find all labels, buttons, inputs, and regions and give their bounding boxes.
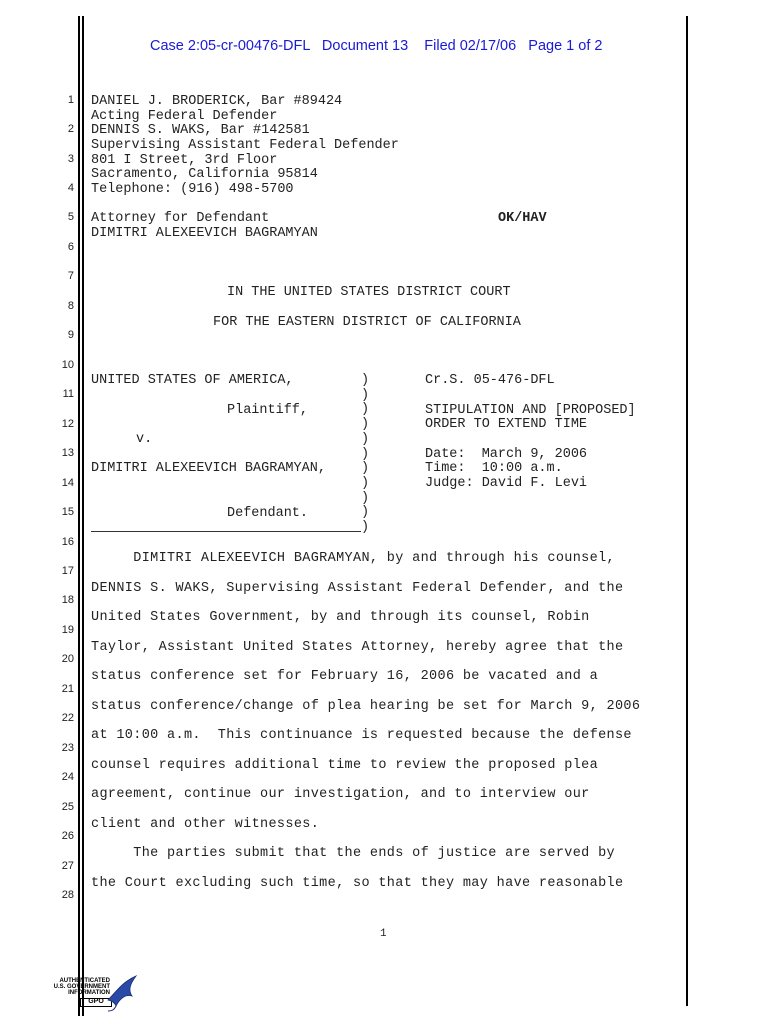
left-margin-rule-inner — [82, 16, 84, 1016]
counsel-name-1: DANIEL J. BRODERICK, Bar #89424 — [91, 94, 343, 109]
body-line: The parties submit that the ends of justice are served by — [91, 846, 615, 861]
eagle-icon — [102, 970, 142, 1012]
body-line: United States Government, by and through its counsel, Robin — [91, 610, 590, 625]
counsel-address-2: Sacramento, California 95814 — [91, 167, 318, 182]
page-number: 1 — [380, 928, 387, 940]
caption-paren: ) — [361, 475, 370, 491]
caption-paren: ) — [361, 461, 370, 477]
body-line: Taylor, Assistant United States Attorney, hereby agree that the — [91, 639, 624, 655]
body-line: DENNIS S. WAKS, Supervising Assistant Federal Defender, and the — [91, 580, 624, 596]
body-line: at 10:00 a.m. This continuance is requested because the defense — [91, 728, 632, 743]
line-number: 26 — [61, 830, 74, 842]
body-line: status conference/change of plea hearing be set for March 9, 2006 — [91, 698, 641, 714]
case-number: Cr.S. 05-476-DFL — [425, 373, 555, 388]
caption-paren: ) — [361, 373, 370, 388]
caption-paren: ) — [361, 417, 370, 433]
caption-plaintiff-role: Plaintiff, — [227, 403, 309, 418]
counsel-address-1: 801 I Street, 3rd Floor — [91, 153, 278, 168]
document-title-2: ORDER TO EXTEND TIME — [425, 417, 588, 432]
line-number: 15 — [61, 506, 74, 518]
document-title-1: STIPULATION AND [PROPOSED] — [425, 403, 636, 418]
counsel-title-2: Supervising Assistant Federal Defender — [91, 138, 399, 153]
line-number: 12 — [61, 418, 74, 430]
line-number: 2 — [67, 123, 74, 135]
hearing-time: Time: 10:00 a.m. — [425, 461, 563, 476]
body-line: status conference set for February 16, 2006 be vacated and a — [91, 669, 599, 684]
line-number: 1 — [67, 94, 74, 106]
body-line: agreement, continue our investigation, and to interview our — [91, 787, 590, 802]
counsel-name-2: DENNIS S. WAKS, Bar #142581 — [91, 123, 310, 138]
court-district: FOR THE EASTERN DISTRICT OF CALIFORNIA — [213, 315, 521, 330]
caption-paren: ) — [361, 446, 370, 462]
hearing-date: Date: March 9, 2006 — [425, 447, 588, 462]
line-number: 24 — [61, 771, 74, 783]
caption-underline — [91, 531, 361, 532]
caption-paren: ) — [361, 431, 370, 447]
line-number: 28 — [61, 889, 74, 901]
line-number: 9 — [67, 329, 74, 341]
case-header: Case 2:05-cr-00476-DFL Document 13 Filed 02/17/06 Page 1 of 2 — [150, 38, 603, 54]
left-margin-rule-outer — [78, 16, 80, 1016]
line-number: 11 — [62, 388, 74, 400]
line-number: 10 — [61, 359, 74, 371]
caption-plaintiff: UNITED STATES OF AMERICA, — [91, 373, 294, 388]
caption-defendant: DIMITRI ALEXEEVICH BAGRAMYAN, — [91, 461, 326, 476]
line-number: 13 — [61, 447, 74, 459]
caption-paren: ) — [361, 402, 370, 418]
line-number: 7 — [67, 270, 74, 282]
caption-versus: v. — [136, 432, 153, 447]
line-number: 16 — [61, 536, 74, 548]
court-title: IN THE UNITED STATES DISTRICT COURT — [227, 285, 511, 300]
hearing-judge: Judge: David F. Levi — [425, 476, 588, 491]
line-number: 4 — [67, 182, 74, 194]
attorney-for-label: Attorney for Defendant — [91, 211, 270, 226]
line-number: 5 — [67, 211, 74, 223]
gpo-authentication-logo — [40, 970, 140, 1012]
line-number: 17 — [61, 565, 74, 577]
caption-paren: ) — [361, 490, 370, 506]
gpo-label-1: AUTHENTICATED — [59, 978, 110, 984]
line-number: 20 — [61, 653, 74, 665]
defendant-name: DIMITRI ALEXEEVICH BAGRAMYAN — [91, 226, 318, 241]
caption-defendant-role: Defendant. — [227, 506, 309, 521]
counsel-telephone: Telephone: (916) 498-5700 — [91, 182, 294, 197]
gpo-label-3: INFORMATION — [68, 990, 110, 996]
counsel-title-1: Acting Federal Defender — [91, 109, 278, 124]
caption-paren: ) — [361, 520, 370, 535]
right-margin-rule — [686, 16, 688, 1006]
line-number: 21 — [61, 683, 74, 695]
line-number: 3 — [67, 153, 74, 165]
body-line: DIMITRI ALEXEEVICH BAGRAMYAN, by and through his counsel, — [91, 551, 615, 566]
line-number: 23 — [61, 742, 74, 754]
line-number: 19 — [61, 624, 74, 636]
body-line: counsel requires additional time to review the proposed plea — [91, 757, 599, 773]
line-number: 6 — [67, 241, 74, 253]
line-number: 18 — [61, 594, 74, 606]
gpo-label-4: GPO — [80, 998, 112, 1007]
body-line: client and other witnesses. — [91, 816, 320, 832]
caption-paren: ) — [361, 387, 370, 403]
line-number: 14 — [61, 477, 74, 489]
line-number: 25 — [61, 801, 74, 813]
line-number: 22 — [61, 712, 74, 724]
line-number: 8 — [67, 300, 74, 312]
body-line: the Court excluding such time, so that they may have reasonable — [91, 875, 624, 891]
approval-stamp: OK/HAV — [498, 211, 547, 226]
gpo-label-2: U.S. GOVERNMENT — [53, 984, 110, 990]
caption-paren: ) — [361, 505, 370, 521]
line-number: 27 — [61, 860, 74, 872]
